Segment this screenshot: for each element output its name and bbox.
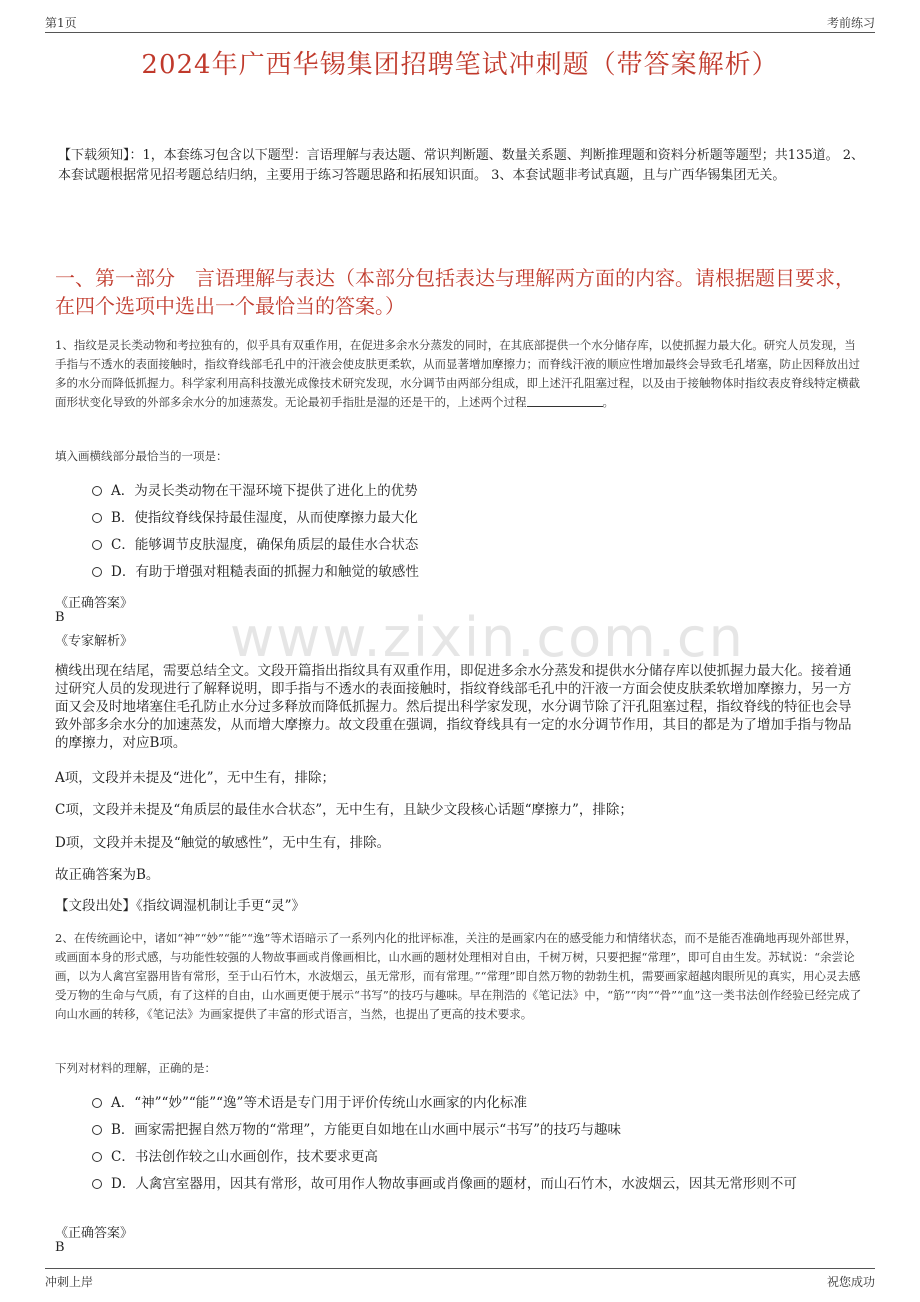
question-2-option-b[interactable]: B．画家需把握自然万物的“常理”，方能更自如地在山水画中展示“书写”的技巧与趣味 — [92, 1119, 862, 1141]
question-1-option-d[interactable]: D．有助于增强对粗糙表面的抓握力和触觉的敏感性 — [92, 561, 862, 583]
question-1-answer: B — [55, 610, 65, 625]
question-1-note-d: D项，文段并未提及“触觉的敏感性”，无中生有，排除。 — [55, 835, 391, 851]
page-number: 第1页 — [45, 16, 77, 30]
question-1-option-a[interactable]: A．为灵长类动物在干湿环境下提供了进化上的优势 — [92, 480, 862, 502]
radio-icon[interactable] — [92, 486, 102, 496]
question-1-note-c: C项，文段并未提及“角质层的最佳水合状态”，无中生有，且缺少文段核心话题“摩擦力”，排除； — [55, 802, 633, 818]
radio-icon[interactable] — [92, 567, 102, 577]
page-header — [45, 12, 875, 33]
question-2-option-d[interactable]: D．人禽宫室器用，因其有常形，故可用作人物故事画或肖像画的题材，而山石竹木，水波烟云，因其无常形则不可 — [92, 1173, 862, 1195]
question-2-prompt: 下列对材料的理解，正确的是： — [55, 1061, 216, 1075]
radio-icon[interactable] — [92, 1125, 102, 1135]
footer-left-label: 冲刺上岸 — [45, 1275, 94, 1289]
page-footer — [45, 1268, 875, 1293]
header-right-label: 考前练习 — [826, 16, 875, 30]
question-1-answer-label: 《正确答案》 — [55, 596, 134, 611]
footer-right-label: 祝您成功 — [826, 1275, 875, 1289]
question-1-prompt: 填入画横线部分最恰当的一项是： — [55, 449, 228, 463]
download-notice: 【下载须知】：1，本套练习包含以下题型：言语理解与表达题、常识判断题、数量关系题、判断推理题和资料分析题等题型；共135道。 2、本套试题根据常见招考题总结归纳，主要用于练习答题思路和拓展知识面。 3、本套试题非考试真题，且与广西华锡集团无关。 — [58, 148, 864, 183]
watermark: www.zixin.com.cn — [230, 606, 745, 669]
question-1-source: 【文段出处】《指纹调湿机制让手更“灵”》 — [55, 898, 306, 914]
question-2-stem: 2、在传统画论中，诸如“神”“妙”“能”“逸”等术语暗示了一系列内化的批评标准，关注的是画家内在的感受能力和情绪状态，而不是能否准确地再现外部世界，或画面本身的形式感，与功能性较强的人物故事画或肖像画相比，山水画的题材处理相对自由，千树万树，只要把握“常理”，即可自由生发。苏轼说：“余尝论画，以为人禽宫室器用皆有常形，至于山石竹木，水波烟云，虽无常形，而有常理。”“常理”即自然万物的勃勃生机，需要画家超越肉眼所见的真实，用心灵去感受万物的生命与气质，有了这样的自由，山水画更便于展示“书写”的技巧与趣味。早在荆浩的《笔记法》中，“筋”“肉”“骨”“血”这一类书法创作经验已经完成了向山水画的转移，《笔记法》为画家提供了丰富的形式语言，当然，也提出了更高的技术要求。 — [55, 931, 862, 1021]
question-1-option-b[interactable]: B．使指纹脊线保持最佳湿度，从而使摩擦力最大化 — [92, 507, 862, 529]
section-title: 一、第一部分 言语理解与表达（本部分包括表达与理解两方面的内容。请根据题目要求，在四个选项中选出一个最恰当的答案。） — [55, 266, 855, 318]
question-1-conclusion: 故正确答案为B。 — [55, 867, 160, 883]
question-1-option-c[interactable]: C．能够调节皮肤湿度，确保角质层的最佳水合状态 — [92, 534, 862, 556]
radio-icon[interactable] — [92, 1098, 102, 1108]
question-1-stem: 1、指纹是灵长类动物和考拉独有的，似乎具有双重作用，在促进多余水分蒸发的同时，在其底部提供一个水分储存库，以使抓握力最大化。研究人员发现，当手指与不透水的表面接触时，指纹脊线部毛孔中的汗液会使皮肤更柔软，从而显著增加摩擦力；而脊线汗液的顺应性增加最终会导致毛孔堵塞，防止因释放出过多的水分而降低抓握力。科学家利用高科技激光成像技术研究发现，水分调节由两部分组成，即上述汗孔阻塞过程，以及由于接触物体时指纹表皮脊线特定横截面形状变化导致的外部多余水分的加速蒸发。无论最初手指肚是湿的还是干的，上述两个过程 。 — [55, 338, 860, 409]
radio-icon[interactable] — [92, 540, 102, 550]
question-2-option-a[interactable]: A．“神”“妙”“能”“逸”等术语是专门用于评价传统山水画家的内化标准 — [92, 1092, 862, 1114]
answer-blank — [527, 394, 603, 407]
document-title: 2024年广西华锡集团招聘笔试冲刺题（带答案解析） — [141, 50, 779, 80]
radio-icon[interactable] — [92, 1152, 102, 1162]
question-1-analysis-label: 《专家解析》 — [55, 634, 134, 649]
question-2-answer: B — [55, 1240, 65, 1255]
question-2-option-c[interactable]: C．书法创作较之山水画创作，技术要求更高 — [92, 1146, 862, 1168]
question-1-analysis: 横线出现在结尾，需要总结全文。文段开篇指出指纹具有双重作用，即促进多余水分蒸发和提供水分储存库以使抓握力最大化。接着通过研究人员的发现进行了解释说明，即手指与不透水的表面接触时，指纹脊线部毛孔中的汗液一方面会使皮肤柔软增加摩擦力，另一方面又会及时地堵塞住毛孔防止水分过多释放而降低抓握力。然后提出科学家发现，水分调节除了汗孔阻塞过程，指纹脊线的特征也会导致外部多余水分的加速蒸发，从而增大摩擦力。故文段重在强调，指纹脊线具有一定的水分调节作用，其目的都是为了增加手指与物品的摩擦力，对应B项。 — [55, 663, 852, 751]
radio-icon[interactable] — [92, 1179, 102, 1189]
question-2-answer-label: 《正确答案》 — [55, 1226, 134, 1241]
question-1-note-a: A项，文段并未提及“进化”，无中生有，排除； — [55, 770, 336, 786]
radio-icon[interactable] — [92, 513, 102, 523]
